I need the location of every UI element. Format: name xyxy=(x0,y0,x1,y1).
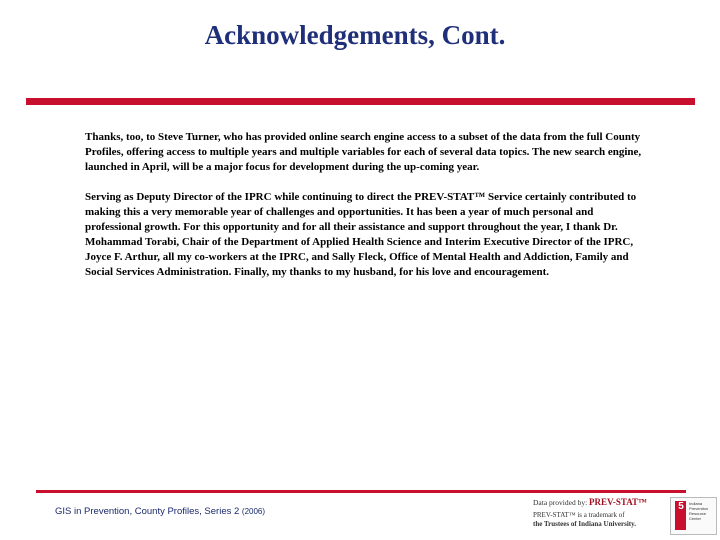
acknowledgement-paragraph-2: Serving as Deputy Director of the IPRC while continuing to direct the PREV-STAT™ Service certainly contributed to making this a very memorable year of challenges and opportunities. It has been a year of much personal and professional growth. For this opportunity and for all their assistance and support throughout the year, I thank Dr. Mohammad Torabi, Chair of the Department of Applied Health Science and Interim Executive Director of the IPRC, Joyce F. Arthur, all my co-workers at the IPRC, and Sally Fleck, Office of Mental Health and Addiction, Family and Social Services Administration. Finally, my thanks to my husband, for his love and encouragement. xyxy=(85,191,637,278)
trademark-line-1: PREV-STAT™ is a trademark of xyxy=(533,511,625,519)
iprc-name: Indiana Prevention Resource Center xyxy=(689,501,709,521)
iprc-logo xyxy=(670,497,717,535)
title-divider xyxy=(26,98,695,105)
footer-series-title: GIS in Prevention, County Profiles, Series 2 xyxy=(55,506,240,517)
acknowledgement-paragraph-1: Thanks, too, to Steve Turner, who has provided online search engine access to a subset of the data from the full County Profiles, offering access to multiple years and multiple variables for each of several data topics. The new search engine, launched in April, will be a major focus for development during the up-coming year. xyxy=(85,131,642,173)
slide-title: Acknowledgements, Cont. xyxy=(204,20,506,50)
prev-stat-logo xyxy=(533,497,683,537)
data-provided-label: Data provided by: xyxy=(533,498,588,507)
footer-year: (2006) xyxy=(241,507,266,516)
footer-divider xyxy=(36,490,686,493)
prev-stat-brand: PREV-STAT™ xyxy=(589,497,648,507)
trademark-line-2: the Trustees of Indiana University. xyxy=(533,520,636,528)
footer-series xyxy=(55,506,265,517)
page-number: 5 xyxy=(678,501,684,512)
body-content xyxy=(85,130,645,295)
